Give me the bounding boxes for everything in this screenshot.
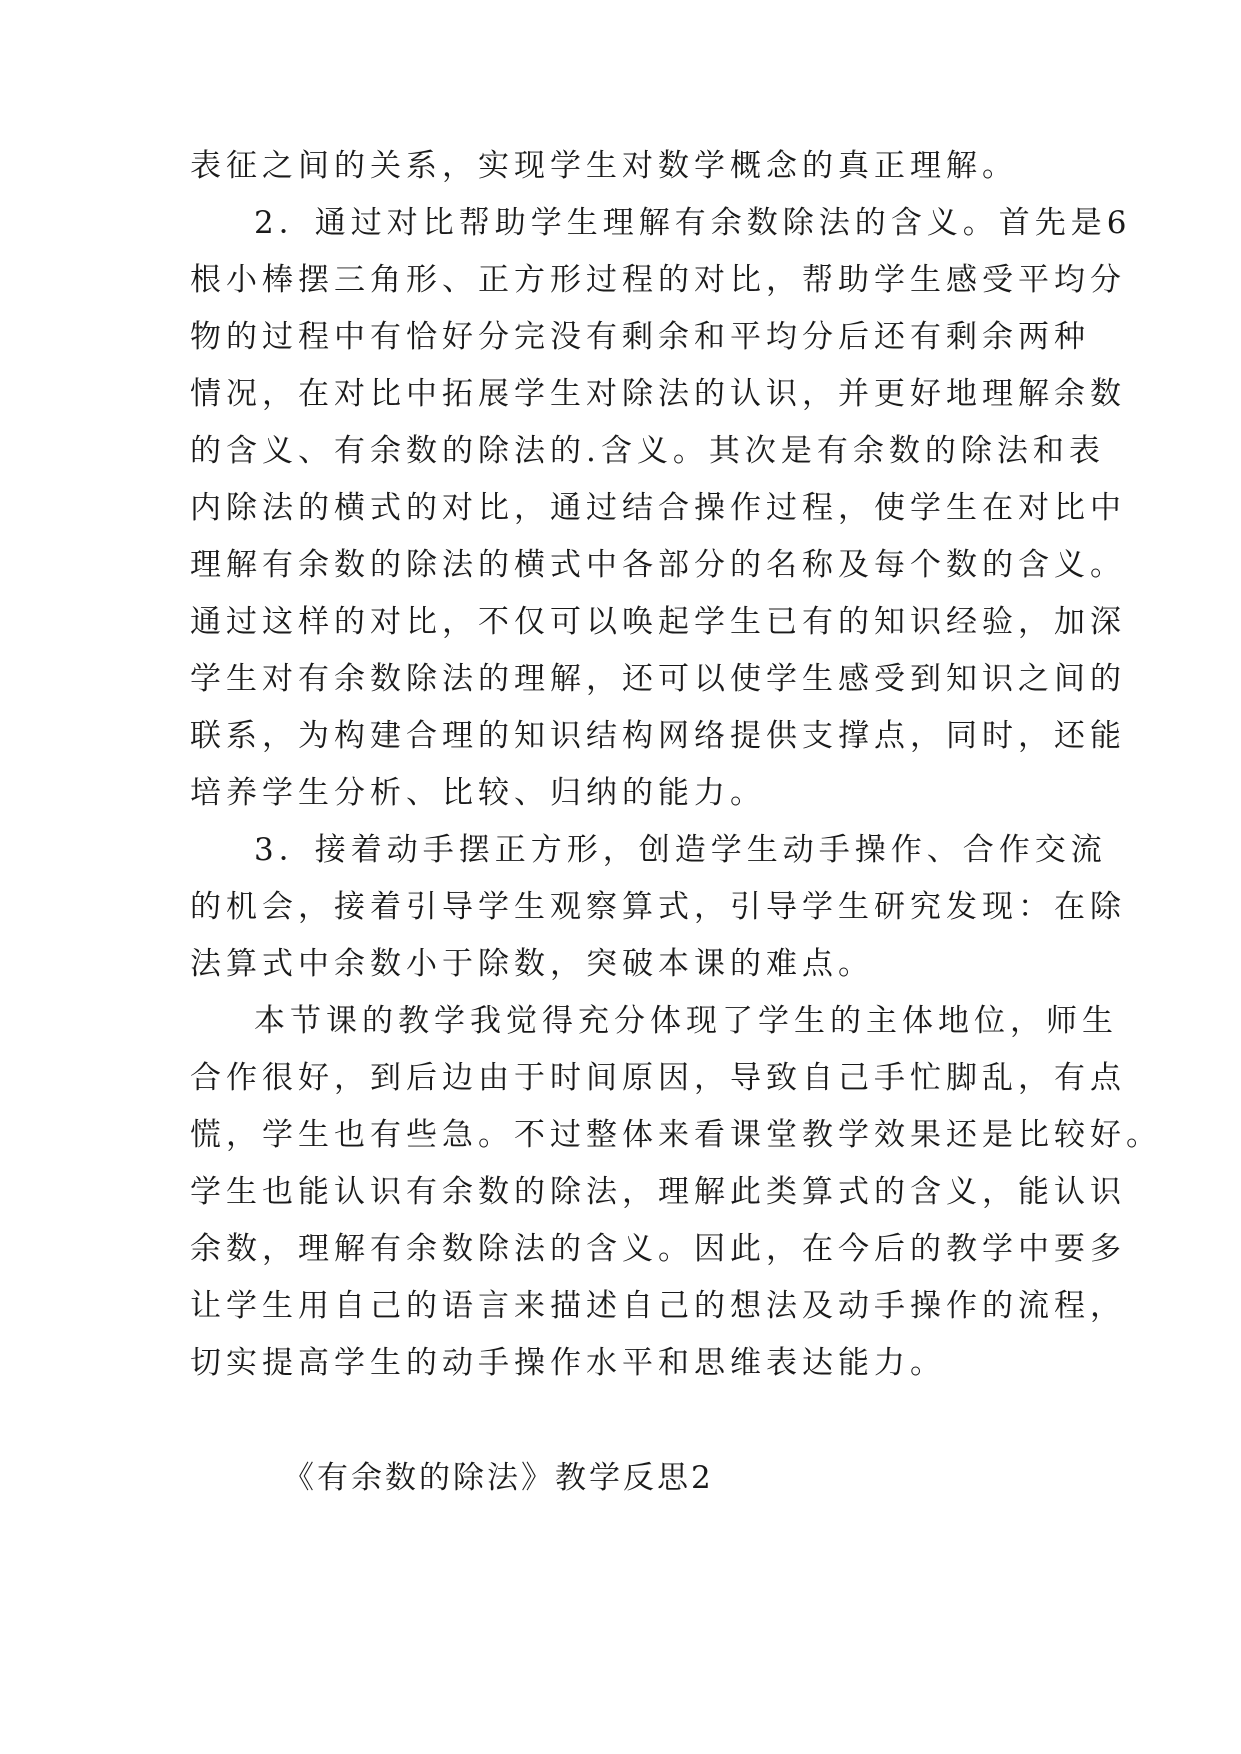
text-line: 慌，学生也有些急。不过整体来看课堂教学效果还是比较好。 bbox=[190, 1117, 1162, 1153]
text-line: 的机会，接着引导学生观察算式，引导学生研究发现：在除 bbox=[190, 889, 1126, 925]
text-line: 余数，理解有余数除法的含义。因此，在今后的教学中要多 bbox=[190, 1231, 1126, 1267]
text-line: 物的过程中有恰好分完没有剩余和平均分后还有剩余两种 bbox=[190, 319, 1090, 355]
text-line: 合作很好，到后边由于时间原因，导致自己手忙脚乱，有点 bbox=[190, 1060, 1126, 1096]
text-line: 情况，在对比中拓展学生对除法的认识，并更好地理解余数 bbox=[190, 376, 1126, 412]
text-line: 通过这样的对比，不仅可以唤起学生已有的知识经验，加深 bbox=[190, 604, 1126, 640]
text-line: 培养学生分析、比较、归纳的能力。 bbox=[190, 775, 766, 811]
text-line: 根小棒摆三角形、正方形过程的对比，帮助学生感受平均分 bbox=[190, 262, 1126, 298]
text-line: 法算式中余数小于除数，突破本课的难点。 bbox=[190, 946, 874, 982]
text-line: 让学生用自己的语言来描述自己的想法及动手操作的流程， bbox=[190, 1288, 1126, 1324]
text-line: 理解有余数的除法的横式中各部分的名称及每个数的含义。 bbox=[190, 547, 1126, 583]
section-heading: 《有余数的除法》教学反思2 bbox=[283, 1460, 714, 1496]
text-line: 联系，为构建合理的知识结构网络提供支撑点，同时，还能 bbox=[190, 718, 1126, 754]
text-line: 3．接着动手摆正方形，创造学生动手操作、合作交流 bbox=[254, 832, 1107, 868]
text-line: 2．通过对比帮助学生理解有余数除法的含义。首先是6 bbox=[254, 205, 1132, 241]
text-line: 内除法的横式的对比，通过结合操作过程，使学生在对比中 bbox=[190, 490, 1126, 526]
text-line: 的含义、有余数的除法的.含义。其次是有余数的除法和表 bbox=[190, 433, 1105, 469]
text-line: 切实提高学生的动手操作水平和思维表达能力。 bbox=[190, 1345, 946, 1381]
text-line: 本节课的教学我觉得充分体现了学生的主体地位，师生 bbox=[254, 1003, 1118, 1039]
text-line: 学生对有余数除法的理解，还可以使学生感受到知识之间的 bbox=[190, 661, 1126, 697]
text-line: 表征之间的关系，实现学生对数学概念的真正理解。 bbox=[190, 148, 1018, 184]
text-line: 学生也能认识有余数的除法，理解此类算式的含义，能认识 bbox=[190, 1174, 1126, 1210]
